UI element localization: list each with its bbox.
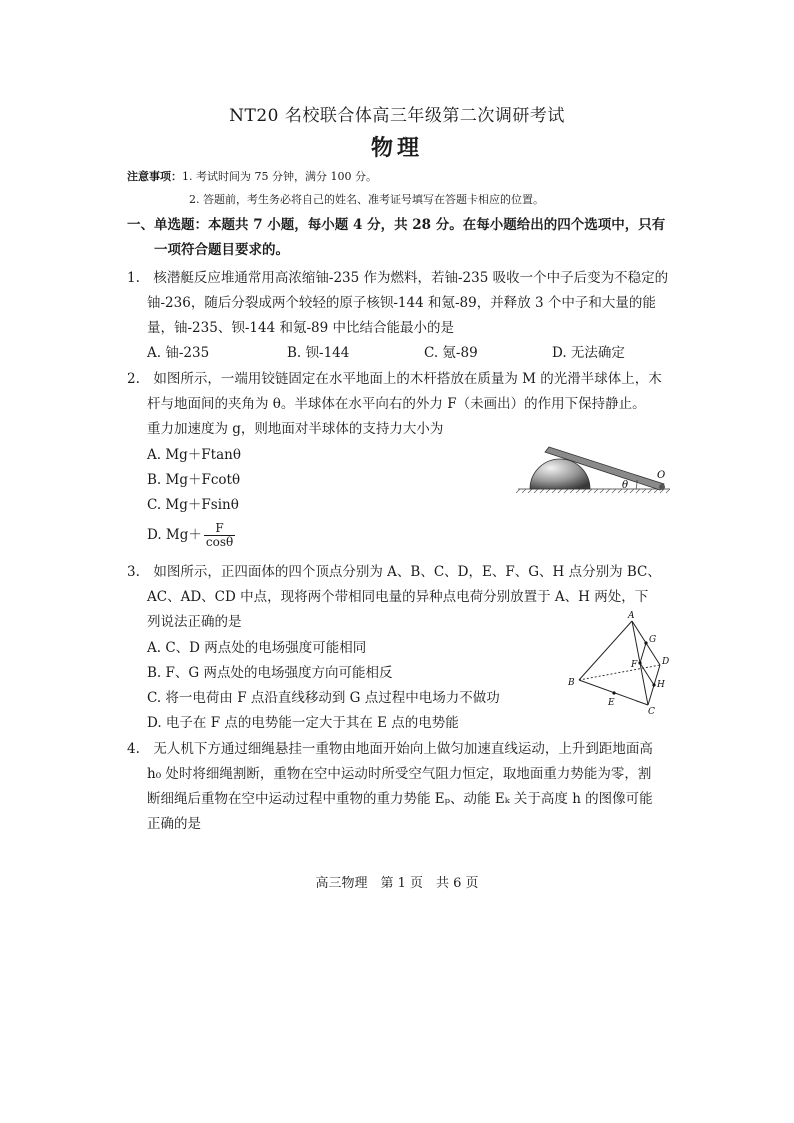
q3-option-a: A. C、D 两点处的电场强度可能相同: [147, 640, 367, 656]
q3-line-3: 列说法正确的是: [147, 614, 242, 630]
q1-option-d: D. 无法确定: [552, 345, 625, 361]
label-B: B: [568, 678, 575, 688]
label-O: O: [657, 470, 666, 481]
label-theta: θ: [622, 480, 629, 491]
notice-item-2: 2. 答题前，考生务必将自己的姓名、准考证号填写在答题卡相应的位置。: [189, 193, 544, 206]
q4-line-1: 4. 无人机下方通过细绳悬挂一重物由地面开始向上做匀加速直线运动，上升到距地面高: [127, 741, 653, 757]
point-G: [644, 641, 647, 644]
tetrahedron-figure: [562, 608, 682, 716]
q2-option-b: B. Mg＋Fcotθ: [147, 472, 241, 488]
label-D: D: [662, 657, 670, 667]
section-heading-line-2: 一项符合题目要求的。: [154, 242, 289, 258]
q3-option-c: C. 将一电荷由 F 点沿直线移动到 G 点过程中电场力不做功: [147, 690, 500, 706]
point-F: [638, 661, 641, 664]
edge-BD-hidden: [579, 665, 660, 680]
q2-option-d-fraction: [204, 522, 235, 549]
q3-option-d: D. 电子在 F 点的电势能一定大于其在 E 点的电势能: [147, 715, 459, 731]
q3-line-1: 3. 如图所示，正四面体的四个顶点分别为 A、B、C、D，E、F、G、H 点分别为 BC、: [127, 564, 661, 580]
q1-option-c: C. 氪-89: [424, 345, 478, 361]
label-C: C: [648, 707, 655, 716]
q1-option-b: B. 钡-144: [287, 345, 350, 361]
label-E: E: [608, 698, 615, 708]
fraction-numerator: F: [204, 522, 235, 536]
q1-line-3: 量，铀-235、钡-144 和氪-89 中比结合能最小的是: [147, 320, 454, 336]
point-H: [652, 683, 655, 686]
edge-AB: [579, 621, 632, 680]
hinge-point: [659, 484, 665, 490]
page-footer: 高三物理 第 1 页 共 6 页: [315, 876, 479, 891]
section-heading-line-1: 一、单选题：本题共 7 小题，每小题 4 分，共 28 分。在每小题给出的四个选项中，只有: [127, 217, 666, 233]
q4-line-2: h₀ 处时将细绳割断，重物在空中运动时所受空气阻力恒定，取地面重力势能为零，割: [147, 766, 652, 782]
q2-option-d-text: D. Mg＋: [147, 527, 202, 543]
ground-hatch-marks: [516, 489, 670, 493]
label-F: F: [631, 660, 638, 670]
q2-option-d: [147, 522, 235, 549]
q3-option-b: B. F、G 两点处的电场强度方向可能相反: [147, 665, 393, 681]
label-A: A: [628, 611, 635, 621]
q4-line-3: 断细绳后重物在空中运动过程中重物的重力势能 Eₚ、动能 Eₖ 关于高度 h 的图像可能: [147, 791, 653, 807]
q2-line-2: 杆与地面间的夹角为 θ。半球体在水平向右的外力 F（未画出）的作用下保持静止。: [147, 396, 646, 412]
q2-line-3: 重力加速度为 g，则地面对半球体的支持力大小为: [147, 421, 444, 437]
q1-line-2: 铀-236，随后分裂成两个较轻的原子核钡-144 和氪-89，并释放 3 个中子和大量的能: [147, 295, 656, 311]
q3-line-2: AC、AD、CD 中点，现将两个带相同电量的异种点电荷分别放置于 A、H 两处，下: [147, 589, 649, 605]
notice-label: 注意事项：: [127, 170, 182, 183]
label-G: G: [649, 635, 657, 645]
segment-FG: [640, 643, 646, 663]
exam-title: NT20 名校联合体高三年级第二次调研考试: [229, 106, 565, 126]
q4-line-4: 正确的是: [147, 816, 201, 832]
notice-item-1: 1. 考试时间为 75 分钟，满分 100 分。: [182, 170, 377, 183]
label-H: H: [657, 680, 665, 690]
notice-line-1: [127, 168, 377, 184]
q2-option-c: C. Mg＋Fsinθ: [147, 497, 239, 513]
q2-line-1: 2. 如图所示，一端用铰链固定在水平地面上的木杆搭放在质量为 M 的光滑半球体上，木: [127, 371, 662, 387]
hemisphere-rod-figure: [512, 438, 672, 498]
q1-line-1: 1. 核潜艇反应堆通常用高浓缩铀-235 作为燃料，若铀-235 吸收一个中子后变为不稳定的: [127, 270, 669, 286]
subject-title: 物理: [370, 135, 423, 161]
q1-option-a: A. 铀-235: [147, 345, 210, 361]
point-E: [612, 691, 615, 694]
fraction-denominator: cosθ: [205, 535, 234, 549]
q2-option-a: A. Mg＋Ftanθ: [147, 447, 241, 463]
